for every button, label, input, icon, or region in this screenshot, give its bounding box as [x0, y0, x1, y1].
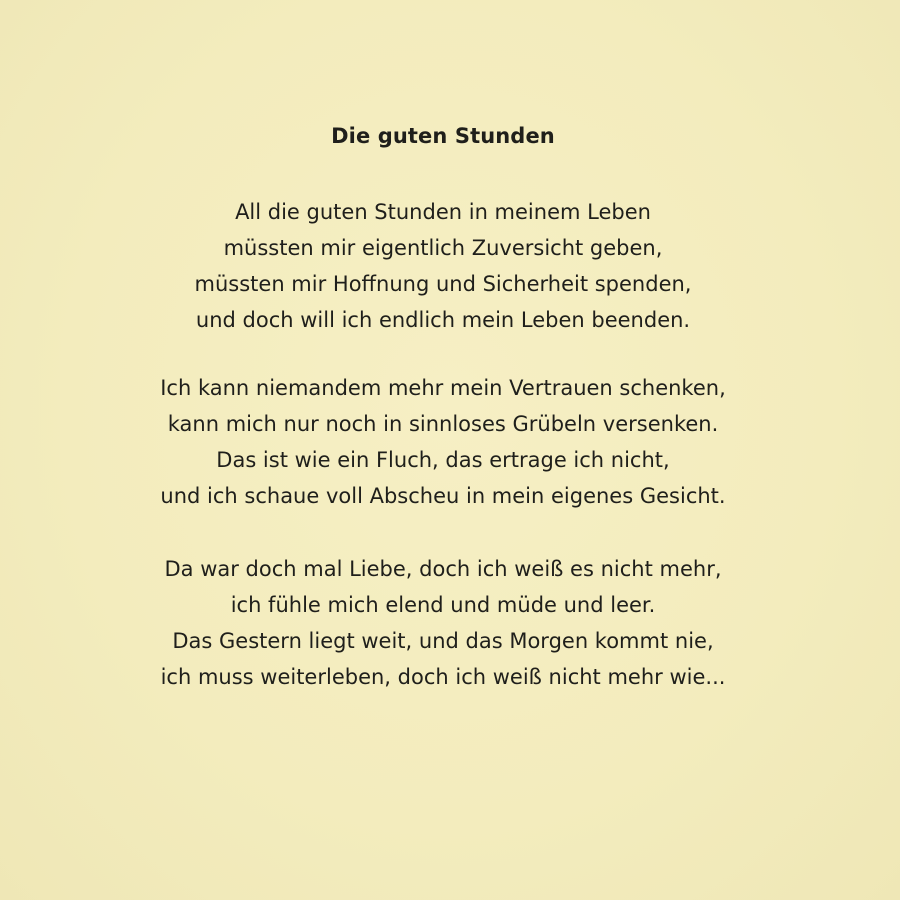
stanza-3	[0, 551, 886, 695]
poem-title: Die guten Stunden	[331, 124, 555, 148]
poem-line: Das ist wie ein Fluch, das ertrage ich nicht,	[216, 448, 670, 472]
poem-line: ich fühle mich elend und müde und leer.	[230, 593, 656, 617]
poem-line: Ich kann niemandem mehr mein Vertrauen schenken,	[160, 376, 726, 400]
poem-line: und ich schaue voll Abscheu in mein eigenes Gesicht.	[160, 484, 726, 508]
poem-line: Da war doch mal Liebe, doch ich weiß es nicht mehr,	[164, 557, 722, 581]
poem-line: All die guten Stunden in meinem Leben	[235, 200, 651, 224]
stanza-1	[0, 194, 886, 338]
poem-line: müssten mir Hoffnung und Sicherheit spenden,	[194, 272, 692, 296]
poem-line: Das Gestern liegt weit, und das Morgen kommt nie,	[172, 629, 714, 653]
stanza-2	[0, 370, 886, 514]
poem-line: ich muss weiterleben, doch ich weiß nicht mehr wie...	[160, 665, 726, 689]
poem-line: müssten mir eigentlich Zuversicht geben,	[223, 236, 663, 260]
poem-line: und doch will ich endlich mein Leben beenden.	[195, 308, 691, 332]
poem-line: kann mich nur noch in sinnloses Grübeln versenken.	[167, 412, 719, 436]
